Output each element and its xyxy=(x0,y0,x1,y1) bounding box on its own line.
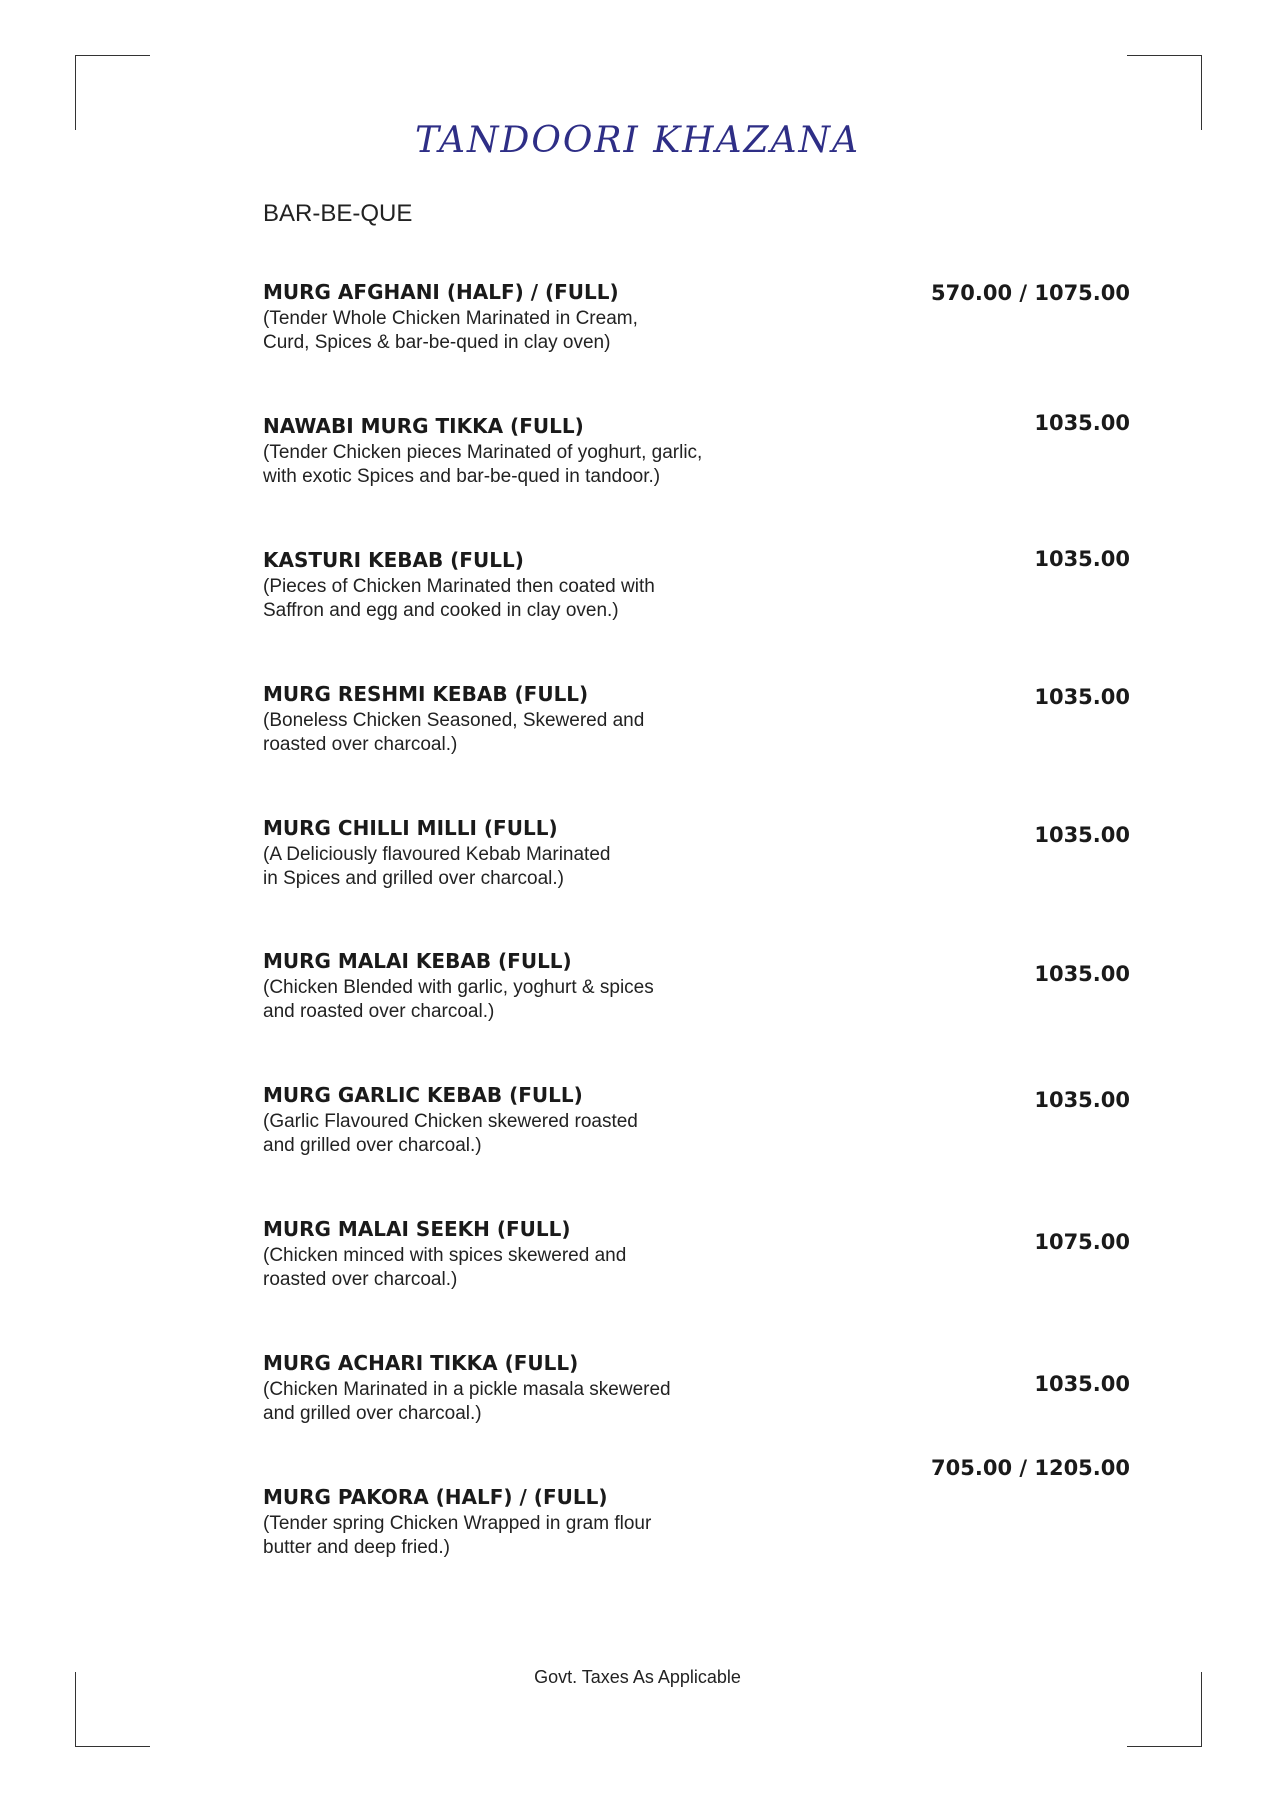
item-description-line: and grilled over charcoal.) xyxy=(263,1403,482,1424)
item-description-line: and grilled over charcoal.) xyxy=(263,1135,482,1156)
item-name: MURG ACHARI TIKKA (FULL) xyxy=(263,1351,579,1375)
item-price: 1035.00 xyxy=(1034,823,1130,847)
menu-item xyxy=(263,279,1130,355)
menu-item xyxy=(263,1350,1130,1426)
item-name: NAWABI MURG TIKKA (FULL) xyxy=(263,414,584,438)
item-description xyxy=(263,976,783,1024)
menu-item xyxy=(263,1082,1130,1158)
menu-item xyxy=(263,815,1130,891)
item-name: KASTURI KEBAB (FULL) xyxy=(263,548,524,572)
item-description-line: in Spices and grilled over charcoal.) xyxy=(263,868,564,889)
item-description xyxy=(263,709,783,757)
item-price: 570.00 / 1075.00 xyxy=(931,281,1130,305)
item-name: MURG PAKORA (HALF) / (FULL) xyxy=(263,1485,608,1509)
item-description xyxy=(263,1244,783,1292)
item-description-line: Curd, Spices & bar-be-qued in clay oven) xyxy=(263,332,611,353)
item-name: MURG RESHMI KEBAB (FULL) xyxy=(263,682,589,706)
item-description xyxy=(263,441,783,489)
item-description-line: and roasted over charcoal.) xyxy=(263,1001,495,1022)
item-description-line: roasted over charcoal.) xyxy=(263,734,458,755)
item-description-line: (Chicken Blended with garlic, yoghurt & spices xyxy=(263,977,654,998)
item-price: 1075.00 xyxy=(1034,1230,1130,1254)
menu-item xyxy=(263,948,1130,1024)
corner-mark-top-right xyxy=(1127,55,1202,130)
item-description-line: (Chicken Marinated in a pickle masala skewered xyxy=(263,1379,671,1400)
item-description-line: (Chicken minced with spices skewered and xyxy=(263,1245,627,1266)
item-name: MURG MALAI KEBAB (FULL) xyxy=(263,949,572,973)
item-description-line: roasted over charcoal.) xyxy=(263,1269,458,1290)
corner-mark-top-left xyxy=(75,55,150,130)
item-description xyxy=(263,307,783,355)
item-price: 1035.00 xyxy=(1034,962,1130,986)
item-description xyxy=(263,1512,783,1560)
item-description-line: (Tender Chicken pieces Marinated of yoghurt, garlic, xyxy=(263,442,703,463)
item-price: 1035.00 xyxy=(1034,685,1130,709)
item-description-line: (Garlic Flavoured Chicken skewered roasted xyxy=(263,1111,638,1132)
item-description-line: (Tender spring Chicken Wrapped in gram flour xyxy=(263,1513,652,1534)
item-price: 1035.00 xyxy=(1034,1372,1130,1396)
item-description-line: (A Deliciously flavoured Kebab Marinated xyxy=(263,844,611,865)
item-description-line: with exotic Spices and bar-be-qued in tandoor.) xyxy=(263,466,661,487)
menu-item xyxy=(263,1456,1130,1560)
menu-item xyxy=(263,1216,1130,1292)
item-name: MURG CHILLI MILLI (FULL) xyxy=(263,816,558,840)
section-heading: BAR-BE-QUE xyxy=(263,200,413,227)
item-description-line: Saffron and egg and cooked in clay oven.) xyxy=(263,600,619,621)
menu-item xyxy=(263,681,1130,757)
item-description-line: (Tender Whole Chicken Marinated in Cream, xyxy=(263,308,638,329)
item-description-line: butter and deep fried.) xyxy=(263,1537,450,1558)
tax-note: Govt. Taxes As Applicable xyxy=(534,1667,741,1687)
item-description-line: (Pieces of Chicken Marinated then coated with xyxy=(263,576,655,597)
item-description-line: (Boneless Chicken Seasoned, Skewered and xyxy=(263,710,645,731)
item-price: 1035.00 xyxy=(1034,411,1130,435)
item-description xyxy=(263,843,783,891)
item-description xyxy=(263,1378,783,1426)
item-name: MURG MALAI SEEKH (FULL) xyxy=(263,1217,571,1241)
item-name: MURG GARLIC KEBAB (FULL) xyxy=(263,1083,583,1107)
menu-item xyxy=(263,413,1130,489)
item-price: 1035.00 xyxy=(1034,1088,1130,1112)
item-description xyxy=(263,1110,783,1158)
item-description xyxy=(263,575,783,623)
item-name: MURG AFGHANI (HALF) / (FULL) xyxy=(263,280,619,304)
item-price: 1035.00 xyxy=(1034,547,1130,571)
item-price: 705.00 / 1205.00 xyxy=(931,1456,1130,1480)
menu-title: TANDOORI KHAZANA xyxy=(415,120,860,161)
menu-item xyxy=(263,547,1130,623)
